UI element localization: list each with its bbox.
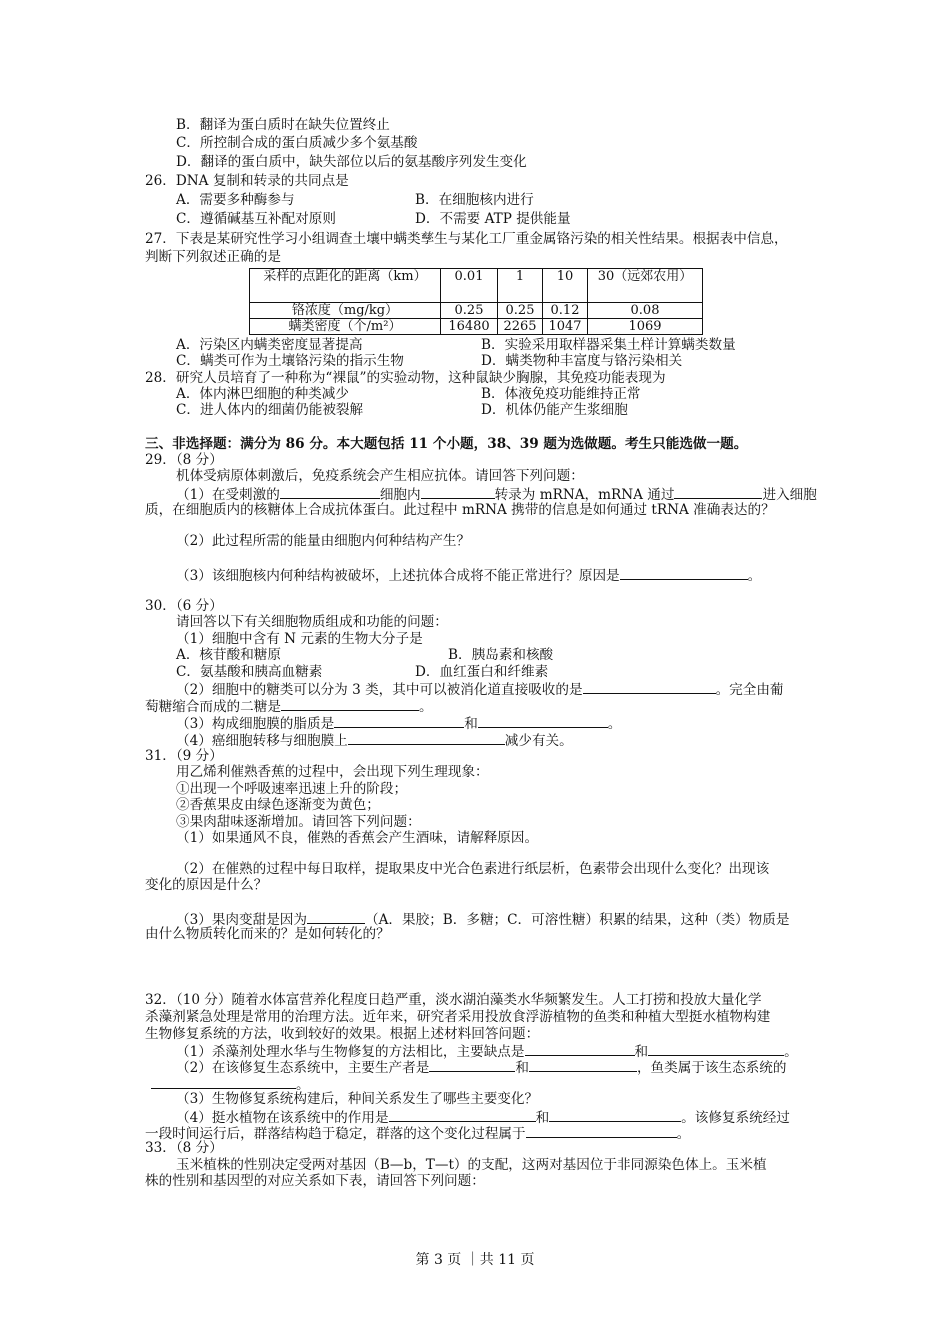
- text: 。: [676, 1126, 691, 1142]
- q31-part1: （1）如果通风不良，催熟的香蕉会产生酒味，请解释原因。: [176, 830, 539, 846]
- q26-option-c: C．遵循碱基互补配对原则: [176, 211, 336, 227]
- answer-blank[interactable]: [334, 714, 464, 728]
- q25-option-d: D．翻译的蛋白质中，缺失部位以后的氨基酸序列发生变化: [176, 154, 527, 170]
- text: 细胞内: [379, 487, 421, 503]
- q32-stem-cont: 生物修复系统的方法，收到较好的效果。根据上述材料回答问题：: [145, 1026, 540, 1042]
- q27-option-c: C．螨类可作为土壤铬污染的指示生物: [176, 353, 404, 369]
- text: （A．果胶；B．多糖；C．可溶性糖）积累的结果，这种（类）物质是: [365, 912, 790, 928]
- q28-option-a: A．体内淋巴细胞的种类减少: [176, 386, 349, 402]
- text: （4）癌细胞转移与细胞膜上: [176, 733, 348, 749]
- answer-blank[interactable]: [421, 485, 495, 499]
- q33-stem: 玉米植株的性别决定受两对基因（B—b，T—t）的支配，这两对基因位于非同源染色体上。玉米植: [176, 1157, 767, 1173]
- q31-phenomenon-3: ③果肉甜味逐渐增加。请回答下列问题：: [176, 814, 421, 830]
- q29-header: 29．（8 分）: [145, 452, 223, 468]
- q30-header: 30．（6 分）: [145, 598, 223, 614]
- q29-part1-cont: 质，在细胞质内的核糖体上合成抗体蛋白。此过程中 mRNA 携带的信息是如何通过 tRNA 准确表达的？: [145, 502, 775, 518]
- page-footer: 第 3 页 ｜共 11 页: [415, 1252, 535, 1268]
- q30-option-c: C．氨基酸和胰高血糖素: [176, 664, 323, 680]
- text: 和: [535, 1110, 550, 1126]
- q30-option-b: B．胰岛素和核酸: [448, 647, 554, 663]
- text: 转录为 mRNA，mRNA 通过: [494, 487, 675, 503]
- table-cell: 0.25: [498, 303, 543, 319]
- q27-option-a: A．污染区内螨类密度显著提高: [176, 337, 363, 353]
- q32-part4-cont: [145, 1124, 690, 1143]
- text: 减少有关。: [504, 733, 573, 749]
- q31-part2: （2）在催熟的过程中每日取样，提取果皮中光合色素进行纸层析，色素带会出现什么变化？出现该: [176, 861, 770, 877]
- answer-blank[interactable]: [648, 1042, 784, 1056]
- answer-blank[interactable]: [529, 1058, 637, 1072]
- answer-blank[interactable]: [674, 485, 762, 499]
- q27-option-b: B．实验采用取样器采集土样计算螨类数量: [481, 337, 736, 353]
- table-header: 1: [498, 269, 543, 303]
- q27-table: [249, 268, 703, 335]
- q28-stem: 28．研究人员培育了一种称为“裸鼠”的实验动物，这种鼠缺少胸腺，其免疫功能表现为: [145, 370, 666, 386]
- q30-intro: 请回答以下有关细胞物质组成和功能的问题：: [176, 614, 448, 630]
- table-cell: 2265: [498, 319, 543, 335]
- q27-option-d: D．螨类物种丰富度与铬污染相关: [481, 353, 683, 369]
- q30-part4: [176, 731, 573, 750]
- text: （1）杀藻剂处理水华与生物修复的方法相比，主要缺点是: [176, 1044, 525, 1060]
- text: （3）果肉变甜是因为: [176, 912, 307, 928]
- answer-blank[interactable]: [526, 1124, 677, 1138]
- table-header: 10: [543, 269, 588, 303]
- q33-header: 33．（8 分）: [145, 1140, 223, 1156]
- table-row: [250, 303, 703, 319]
- q30-option-a: A．核苷酸和糖原: [176, 647, 281, 663]
- q32-stem-cont: 杀藻剂紧急处理是常用的治理方法。近年来，研究者采用投放食浮游植物的鱼类和种植大型挺水植物构建: [145, 1009, 771, 1025]
- q31-header: 31．（9 分）: [145, 748, 223, 764]
- answer-blank[interactable]: [478, 714, 608, 728]
- table-header: 30（远郊农用）: [588, 269, 703, 303]
- table-cell: 0.12: [543, 303, 588, 319]
- q31-intro: 用乙烯利催熟香蕉的过程中，会出现下列生理现象：: [176, 764, 489, 780]
- text: 。该修复系统经过: [681, 1110, 790, 1126]
- answer-blank[interactable]: [389, 1108, 536, 1122]
- answer-blank[interactable]: [307, 910, 365, 924]
- q26-option-b: B．在细胞核内进行: [415, 192, 534, 208]
- text: 。: [784, 1044, 798, 1060]
- q29-part2: （2）此过程所需的能量由细胞内何种结构产生？: [176, 533, 471, 549]
- table-cell: 16480: [441, 319, 498, 335]
- q32-part3: （3）生物修复系统构建后，种间关系发生了哪些主要变化？: [176, 1091, 539, 1107]
- text: 。: [747, 568, 762, 584]
- text: 一段时间运行后，群落结构趋于稳定，群落的这个变化过程属于: [145, 1126, 526, 1142]
- q29-part3: [176, 566, 761, 585]
- text: （2）在该修复生态系统中，主要生产者是: [176, 1060, 430, 1076]
- text: （3）构成细胞膜的脂质是: [176, 716, 335, 732]
- text: 萄糖缩合而成的二糖是: [145, 699, 281, 715]
- text: 。: [418, 699, 433, 715]
- q27-stem: 27．下表是某研究性学习小组调查土壤中螨类孳生与某化工厂重金属铬污染的相关性结果。根据表中信息，: [145, 231, 788, 247]
- table-cell: 0.25: [441, 303, 498, 319]
- q31-part2-cont: 变化的原因是什么？: [145, 877, 268, 893]
- q26-option-d: D．不需要 ATP 提供能量: [415, 211, 571, 227]
- q28-option-d: D．机体仍能产生浆细胞: [481, 402, 628, 418]
- table-cell: 0.08: [588, 303, 703, 319]
- text: 。: [296, 1077, 310, 1093]
- q31-phenomenon-2: ②香蕉果皮由绿色逐渐变为黄色；: [176, 797, 380, 813]
- q31-part3-cont: 由什么物质转化而来的？是如何转化的？: [145, 926, 390, 942]
- answer-blank[interactable]: [281, 697, 419, 711]
- answer-blank[interactable]: [525, 1042, 635, 1056]
- section-heading: 三、非选择题：满分为 86 分。本大题包括 11 个小题，38、39 题为选做题。考生只能选做一题。: [145, 436, 748, 452]
- q28-option-b: B．体液免疫功能维持正常: [481, 386, 641, 402]
- q25-option-b: B．翻译为蛋白质时在缺失位置终止: [176, 117, 390, 133]
- answer-blank[interactable]: [280, 485, 380, 499]
- q25-option-c: C．所控制合成的蛋白质减少多个氨基酸: [176, 135, 418, 151]
- table-cell: 铬浓度（mg/kg）: [250, 303, 441, 319]
- answer-blank[interactable]: [583, 680, 716, 694]
- text: 和: [515, 1060, 529, 1076]
- text: 和: [464, 716, 478, 732]
- table-cell: 1047: [543, 319, 588, 335]
- text: （1）在受刺激的: [176, 487, 280, 503]
- text: 进入细胞: [762, 487, 817, 503]
- q26-stem: 26．DNA 复制和转录的共同点是: [145, 173, 349, 189]
- text: ，鱼类属于该生态系统的: [636, 1060, 787, 1076]
- text: （2）细胞中的糖类可以分为 3 类，其中可以被消化道直接吸收的是: [176, 682, 583, 698]
- q33-stem-cont: 株的性别和基因型的对应关系如下表，请回答下列问题：: [145, 1173, 485, 1189]
- text: （4）挺水植物在该系统中的作用是: [176, 1110, 389, 1126]
- table-header: 采样的点距化的距离（km）: [250, 269, 441, 303]
- q28-option-c: C．进人体内的细菌仍能被裂解: [176, 402, 364, 418]
- q31-phenomenon-1: ①出现一个呼吸速率迅速上升的阶段；: [176, 781, 408, 797]
- q29-intro: 机体受病原体刺激后，免疫系统会产生相应抗体。请回答下列问题：: [176, 468, 584, 484]
- table-header: 0.01: [441, 269, 498, 303]
- text: （3）该细胞核内何种结构被破坏，上述抗体合成将不能正常进行？原因是: [176, 568, 620, 584]
- answer-blank[interactable]: [429, 1058, 515, 1072]
- text: 。: [607, 716, 622, 732]
- table-row: [250, 319, 703, 335]
- answer-blank[interactable]: [151, 1075, 296, 1089]
- table-cell: 1069: [588, 319, 703, 335]
- q32-stem: 32．（10 分）随着水体富营养化程度日趋严重，淡水湖泊藻类水华频繁发生。人工打捞和投放大量化学: [145, 992, 762, 1008]
- text: 。完全由葡: [715, 682, 784, 698]
- q27-stem-cont: 判断下列叙述正确的是: [145, 249, 281, 265]
- text: 和: [634, 1044, 649, 1060]
- answer-blank[interactable]: [620, 566, 748, 580]
- q26-option-a: A．需要多种酶参与: [176, 192, 295, 208]
- q30-option-d: D．血红蛋白和纤维素: [415, 664, 549, 680]
- table-cell: 螨类密度（个/m²）: [250, 319, 441, 335]
- answer-blank[interactable]: [549, 1108, 681, 1122]
- answer-blank[interactable]: [348, 731, 505, 745]
- q30-part1: （1）细胞中含有 N 元素的生物大分子是: [176, 631, 423, 647]
